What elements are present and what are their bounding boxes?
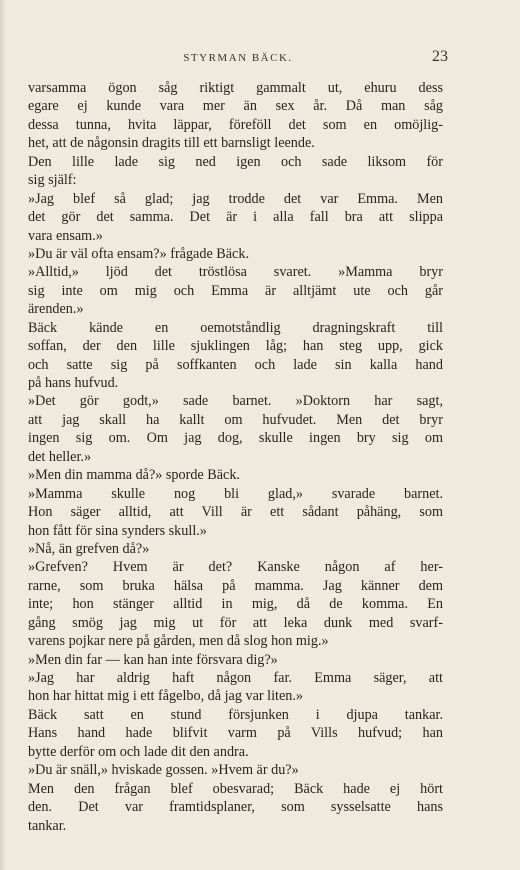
- text-line: »Nå, än grefven då?»: [28, 540, 150, 557]
- text-line: »Jag blef så glad; jag trodde det var Emma. Men: [28, 190, 443, 207]
- text-line: varsamma ögon såg riktigt gammalt ut, ehuru dess: [28, 80, 443, 96]
- text-line: het, att de någonsin dragits till ett barnsligt leende.: [28, 135, 315, 152]
- text-line: det heller.»: [28, 448, 92, 465]
- body-text: [28, 79, 443, 835]
- text-line: den. Det var framtidsplaner, som sysselsatte hans: [28, 799, 443, 816]
- page-header: [28, 48, 448, 70]
- text-line: det gör det samma. Det är i alla fall bra att slippa: [28, 209, 443, 226]
- text-line: »Grefven? Hvem är det? Kanske någon af her-: [28, 559, 443, 576]
- text-line: att jag skall ha kallt om hufvudet. Men det bryr: [28, 411, 443, 428]
- text-line: vara ensam.»: [28, 227, 103, 244]
- text-line: sig inte om mig och Emma är alltjämt ute och går: [28, 282, 443, 299]
- text-line: Hon säger alltid, att Vill är ett sådant påhäng, som: [28, 504, 443, 521]
- page-number: 23: [432, 48, 448, 65]
- text-line: Men den frågan blef obesvarad; Bäck hade ej hört: [28, 780, 443, 797]
- text-line: sig själf:: [28, 172, 77, 189]
- text-line: ärenden.»: [28, 301, 84, 318]
- text-line: hon fått för sina synders skull.»: [28, 522, 207, 539]
- text-line: Hans hand hade blifvit varm på Vills hufvud; han: [28, 725, 443, 742]
- text-line: »Mamma skulle nog bli glad,» svarade barnet.: [28, 485, 443, 502]
- text-line: soffan, der den lille sjuklingen låg; han steg upp, gick: [28, 338, 443, 355]
- text-line: ingen sig om. Om jag dog, skulle ingen bry sig om: [28, 430, 443, 447]
- text-line: tankar.: [28, 817, 67, 834]
- text-line: på hans hufvud.: [28, 375, 119, 391]
- text-line: Bäck kände en oemotståndlig dragningskraft till: [28, 319, 443, 336]
- text-line: dessa tunna, hvita läppar, föreföll det som en omöjlig-: [28, 116, 443, 133]
- text-line: »Jag har aldrig haft någon far. Emma säger, att: [28, 670, 443, 686]
- text-line: och satte sig på soffkanten och lade sin kalla hand: [28, 356, 443, 373]
- text-line: gång smög jag mig ut för att leka dunk med svarf-: [28, 614, 443, 631]
- text-line: bytte derför om och lade dit den andra.: [28, 743, 249, 760]
- text-line: »Du är snäll,» hviskade gossen. »Hvem är du?»: [28, 762, 299, 779]
- text-line: hon har hittat mig i ett fågelbo, då jag var liten.»: [28, 688, 304, 705]
- text-line: »Men din far — kan han inte försvara dig?»: [28, 651, 278, 668]
- text-line: varens pojkar nere på gården, men då slog hon mig.»: [28, 633, 329, 650]
- text-line: inte; hon stänger alltid in mig, då de komma. En: [28, 596, 443, 613]
- text-line: »Det gör godt,» sade barnet. »Doktorn har sagt,: [28, 393, 443, 410]
- text-line: Den lille lade sig ned igen och sade liksom för: [28, 153, 443, 170]
- text-line: »Du är väl ofta ensam?» frågade Bäck.: [28, 245, 249, 262]
- text-line: Bäck satt en stund försjunken i djupa tankar.: [28, 706, 443, 723]
- text-line: egare ej kunde vara mer än sex år. Då man såg: [28, 98, 443, 115]
- running-head: STYRMAN BÄCK.: [183, 52, 293, 64]
- page-edge-shadow: [0, 0, 6, 870]
- text-line: rarne, som bruka hälsa på mamma. Jag känner dem: [28, 577, 443, 594]
- text-line: »Men din mamma då?» sporde Bäck.: [28, 467, 240, 484]
- text-line: »Alltid,» ljöd det tröstlösa svaret. »Mamma bryr: [28, 264, 443, 281]
